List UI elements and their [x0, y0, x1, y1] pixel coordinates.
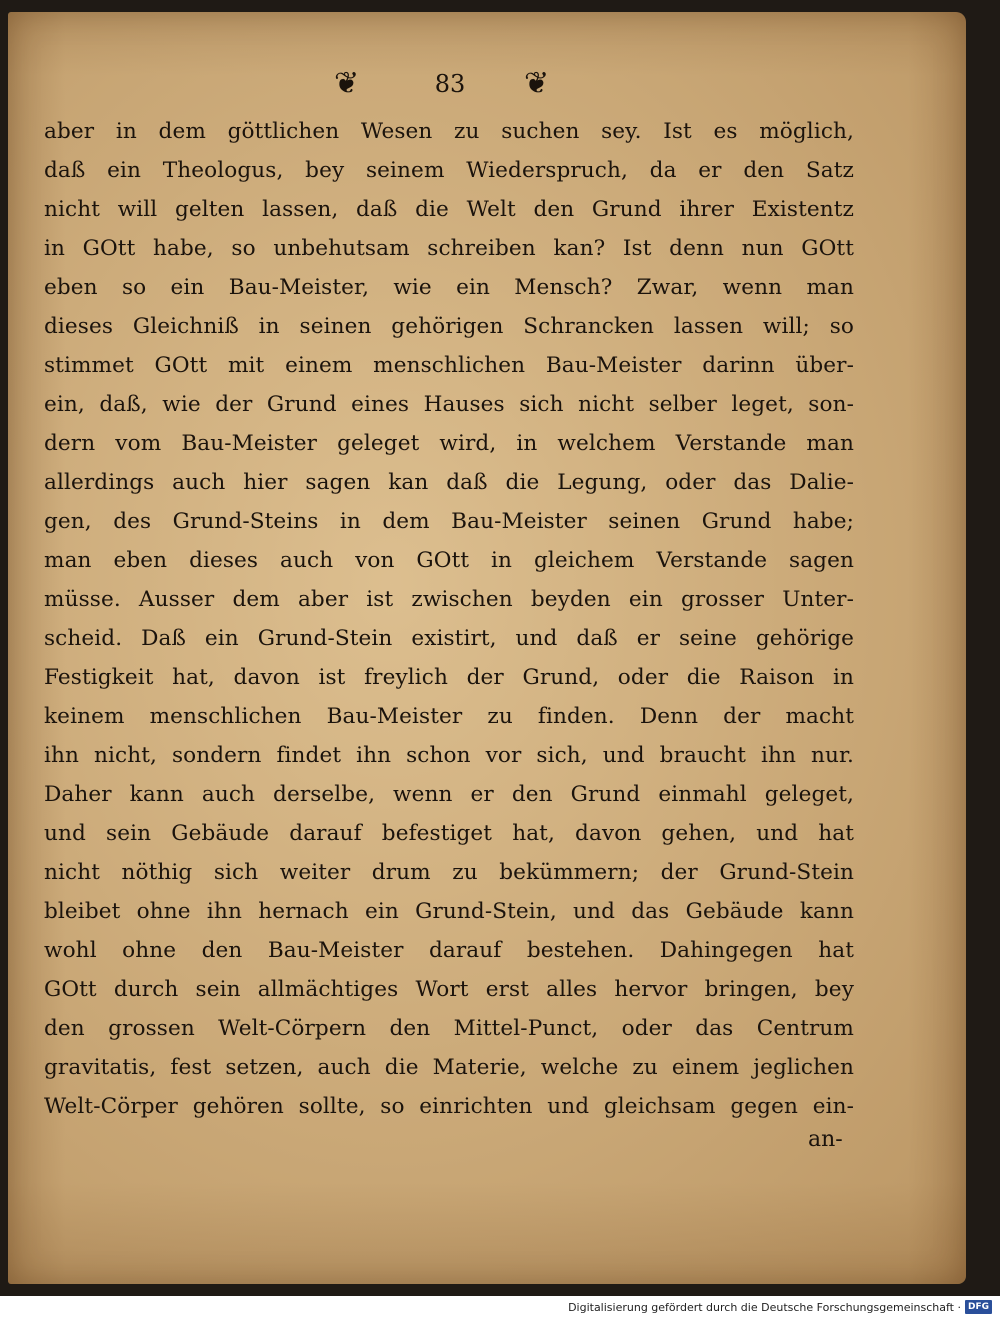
text-line: in GOtt habe, so unbehutsam schreiben kan? Ist denn nun GOtt [44, 236, 854, 261]
text-line: den grossen Welt-Cörpern den Mittel-Punct, oder das Centrum [44, 1016, 854, 1041]
page-header [8, 64, 966, 104]
text-line: aber in dem göttlichen Wesen zu suchen sey. Ist es möglich, [44, 119, 854, 144]
text-line: Welt-Cörper gehören sollte, so einrichten und gleichsam gegen ein- [44, 1094, 854, 1119]
text-line: gen, des Grund-Steins in dem Bau-Meister seinen Grund habe; [44, 509, 854, 534]
text-line: keinem menschlichen Bau-Meister zu finden. Denn der macht [44, 704, 854, 729]
catchword: an- [808, 1127, 843, 1152]
text-line: dieses Gleichniß in seinen gehörigen Schrancken lassen will; so [44, 314, 854, 339]
text-line: gravitatis, fest setzen, auch die Materie, welche zu einem jeglichen [44, 1055, 854, 1080]
page-number: 83 [434, 70, 466, 98]
text-line: scheid. Daß ein Grund-Stein existirt, und daß er seine gehörige [44, 626, 854, 651]
text-line: nicht nöthig sich weiter drum zu bekümmern; der Grund-Stein [44, 860, 854, 885]
text-line: Festigkeit hat, davon ist freylich der Grund, oder die Raison in [44, 665, 854, 690]
ornament-left-icon: ❦ [334, 66, 360, 101]
text-line: ihn nicht, sondern findet ihn schon vor sich, und braucht ihn nur. [44, 743, 854, 768]
body-text [44, 112, 854, 1126]
text-line: stimmet GOtt mit einem menschlichen Bau-Meister darinn über- [44, 353, 854, 378]
text-line: allerdings auch hier sagen kan daß die Legung, oder das Dalie- [44, 470, 854, 495]
text-line: müsse. Ausser dem aber ist zwischen beyden ein grosser Unter- [44, 587, 854, 612]
footer-credit: Digitalisierung gefördert durch die Deutsche Forschungsgemeinschaft · [568, 1300, 961, 1314]
dfg-logo-icon: DFG [965, 1300, 992, 1314]
text-line: dern vom Bau-Meister geleget wird, in welchem Verstande man [44, 431, 854, 456]
text-line: eben so ein Bau-Meister, wie ein Mensch? Zwar, wenn man [44, 275, 854, 300]
text-line: man eben dieses auch von GOtt in gleichem Verstande sagen [44, 548, 854, 573]
book-page [8, 12, 966, 1284]
text-line: nicht will gelten lassen, daß die Welt den Grund ihrer Existentz [44, 197, 854, 222]
ornament-right-icon: ❦ [524, 66, 550, 101]
text-line: Daher kann auch derselbe, wenn er den Grund einmahl geleget, [44, 782, 854, 807]
text-line: und sein Gebäude darauf befestiget hat, davon gehen, und hat [44, 821, 854, 846]
text-line: wohl ohne den Bau-Meister darauf bestehen. Dahingegen hat [44, 938, 854, 963]
text-line: daß ein Theologus, bey seinem Wiederspruch, da er den Satz [44, 158, 854, 183]
text-line: ein, daß, wie der Grund eines Hauses sich nicht selber leget, son- [44, 392, 854, 417]
text-line: bleibet ohne ihn hernach ein Grund-Stein, und das Gebäude kann [44, 899, 854, 924]
digitization-footer [568, 1299, 992, 1315]
text-line: GOtt durch sein allmächtiges Wort erst alles hervor bringen, bey [44, 977, 854, 1002]
